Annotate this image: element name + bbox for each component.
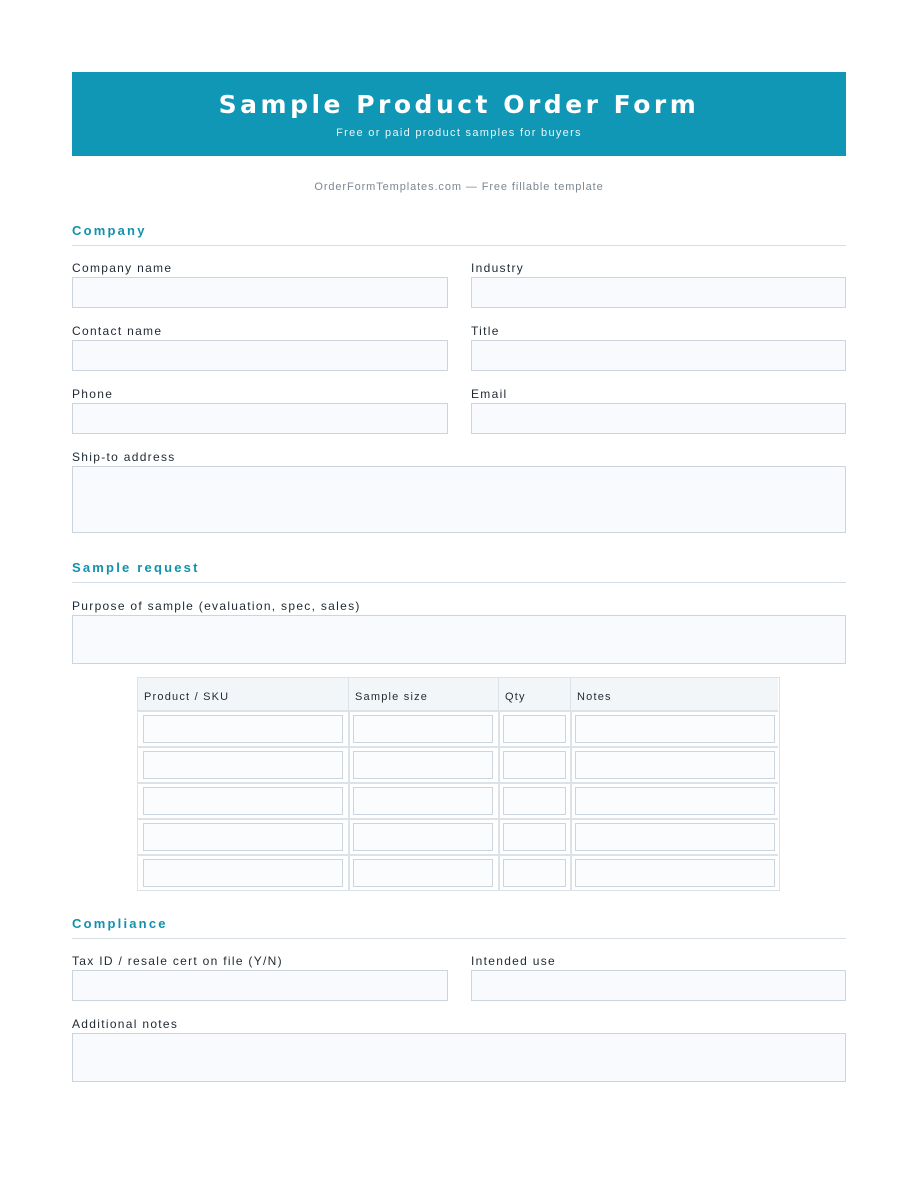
form-title: Sample Product Order Form	[218, 90, 700, 119]
table-column-divider	[570, 711, 572, 890]
product-sku-input[interactable]	[143, 751, 343, 779]
ship-to-address-field[interactable]	[72, 466, 846, 533]
company-name-field[interactable]	[72, 277, 448, 308]
contact-name-field[interactable]	[72, 340, 448, 371]
sample-size-input[interactable]	[353, 787, 493, 815]
table-divider	[138, 818, 778, 820]
section-heading-sample-request: Sample request	[72, 560, 846, 583]
phone-field[interactable]	[72, 403, 448, 434]
notes-input[interactable]	[575, 859, 775, 887]
source-line: OrderFormTemplates.com — Free fillable template	[314, 181, 604, 193]
table-divider	[138, 782, 778, 784]
email-field[interactable]	[471, 403, 846, 434]
table-header-sample-size: Sample size	[349, 678, 499, 711]
notes-input[interactable]	[575, 823, 775, 851]
company-name-label: Company name	[72, 261, 173, 275]
table-divider	[138, 710, 778, 712]
sample-size-input[interactable]	[353, 715, 493, 743]
contact-name-label: Contact name	[72, 324, 163, 338]
title-field[interactable]	[471, 340, 846, 371]
table-column-divider	[498, 711, 500, 890]
sample-size-input[interactable]	[353, 751, 493, 779]
section-heading-company: Company	[72, 223, 846, 246]
industry-field[interactable]	[471, 277, 846, 308]
email-label: Email	[471, 387, 508, 401]
tax-id-label: Tax ID / resale cert on file (Y/N)	[72, 954, 283, 968]
title-label: Title	[471, 324, 500, 338]
additional-notes-label: Additional notes	[72, 1017, 179, 1031]
product-sku-input[interactable]	[143, 787, 343, 815]
section-heading-compliance: Compliance	[72, 916, 846, 939]
product-sku-input[interactable]	[143, 715, 343, 743]
ship-to-address-label: Ship-to address	[72, 450, 176, 464]
notes-input[interactable]	[575, 751, 775, 779]
qty-input[interactable]	[503, 859, 566, 887]
qty-input[interactable]	[503, 823, 566, 851]
table-column-divider	[348, 711, 350, 890]
intended-use-field[interactable]	[471, 970, 846, 1001]
phone-label: Phone	[72, 387, 114, 401]
notes-input[interactable]	[575, 715, 775, 743]
purpose-field[interactable]	[72, 615, 846, 664]
form-header-banner	[72, 72, 846, 156]
table-header-notes: Notes	[571, 678, 778, 711]
qty-input[interactable]	[503, 751, 566, 779]
sample-size-input[interactable]	[353, 859, 493, 887]
additional-notes-field[interactable]	[72, 1033, 846, 1082]
table-divider	[138, 854, 778, 856]
tax-id-field[interactable]	[72, 970, 448, 1001]
qty-input[interactable]	[503, 787, 566, 815]
industry-label: Industry	[471, 261, 525, 275]
sample-items-table	[137, 677, 780, 891]
purpose-label: Purpose of sample (evaluation, spec, sales)	[72, 599, 361, 613]
table-header-product-sku: Product / SKU	[138, 678, 349, 711]
product-sku-input[interactable]	[143, 859, 343, 887]
form-subtitle: Free or paid product samples for buyers	[336, 127, 582, 139]
notes-input[interactable]	[575, 787, 775, 815]
sample-size-input[interactable]	[353, 823, 493, 851]
table-divider	[138, 746, 778, 748]
qty-input[interactable]	[503, 715, 566, 743]
table-header-qty: Qty	[499, 678, 571, 711]
product-sku-input[interactable]	[143, 823, 343, 851]
intended-use-label: Intended use	[471, 954, 556, 968]
